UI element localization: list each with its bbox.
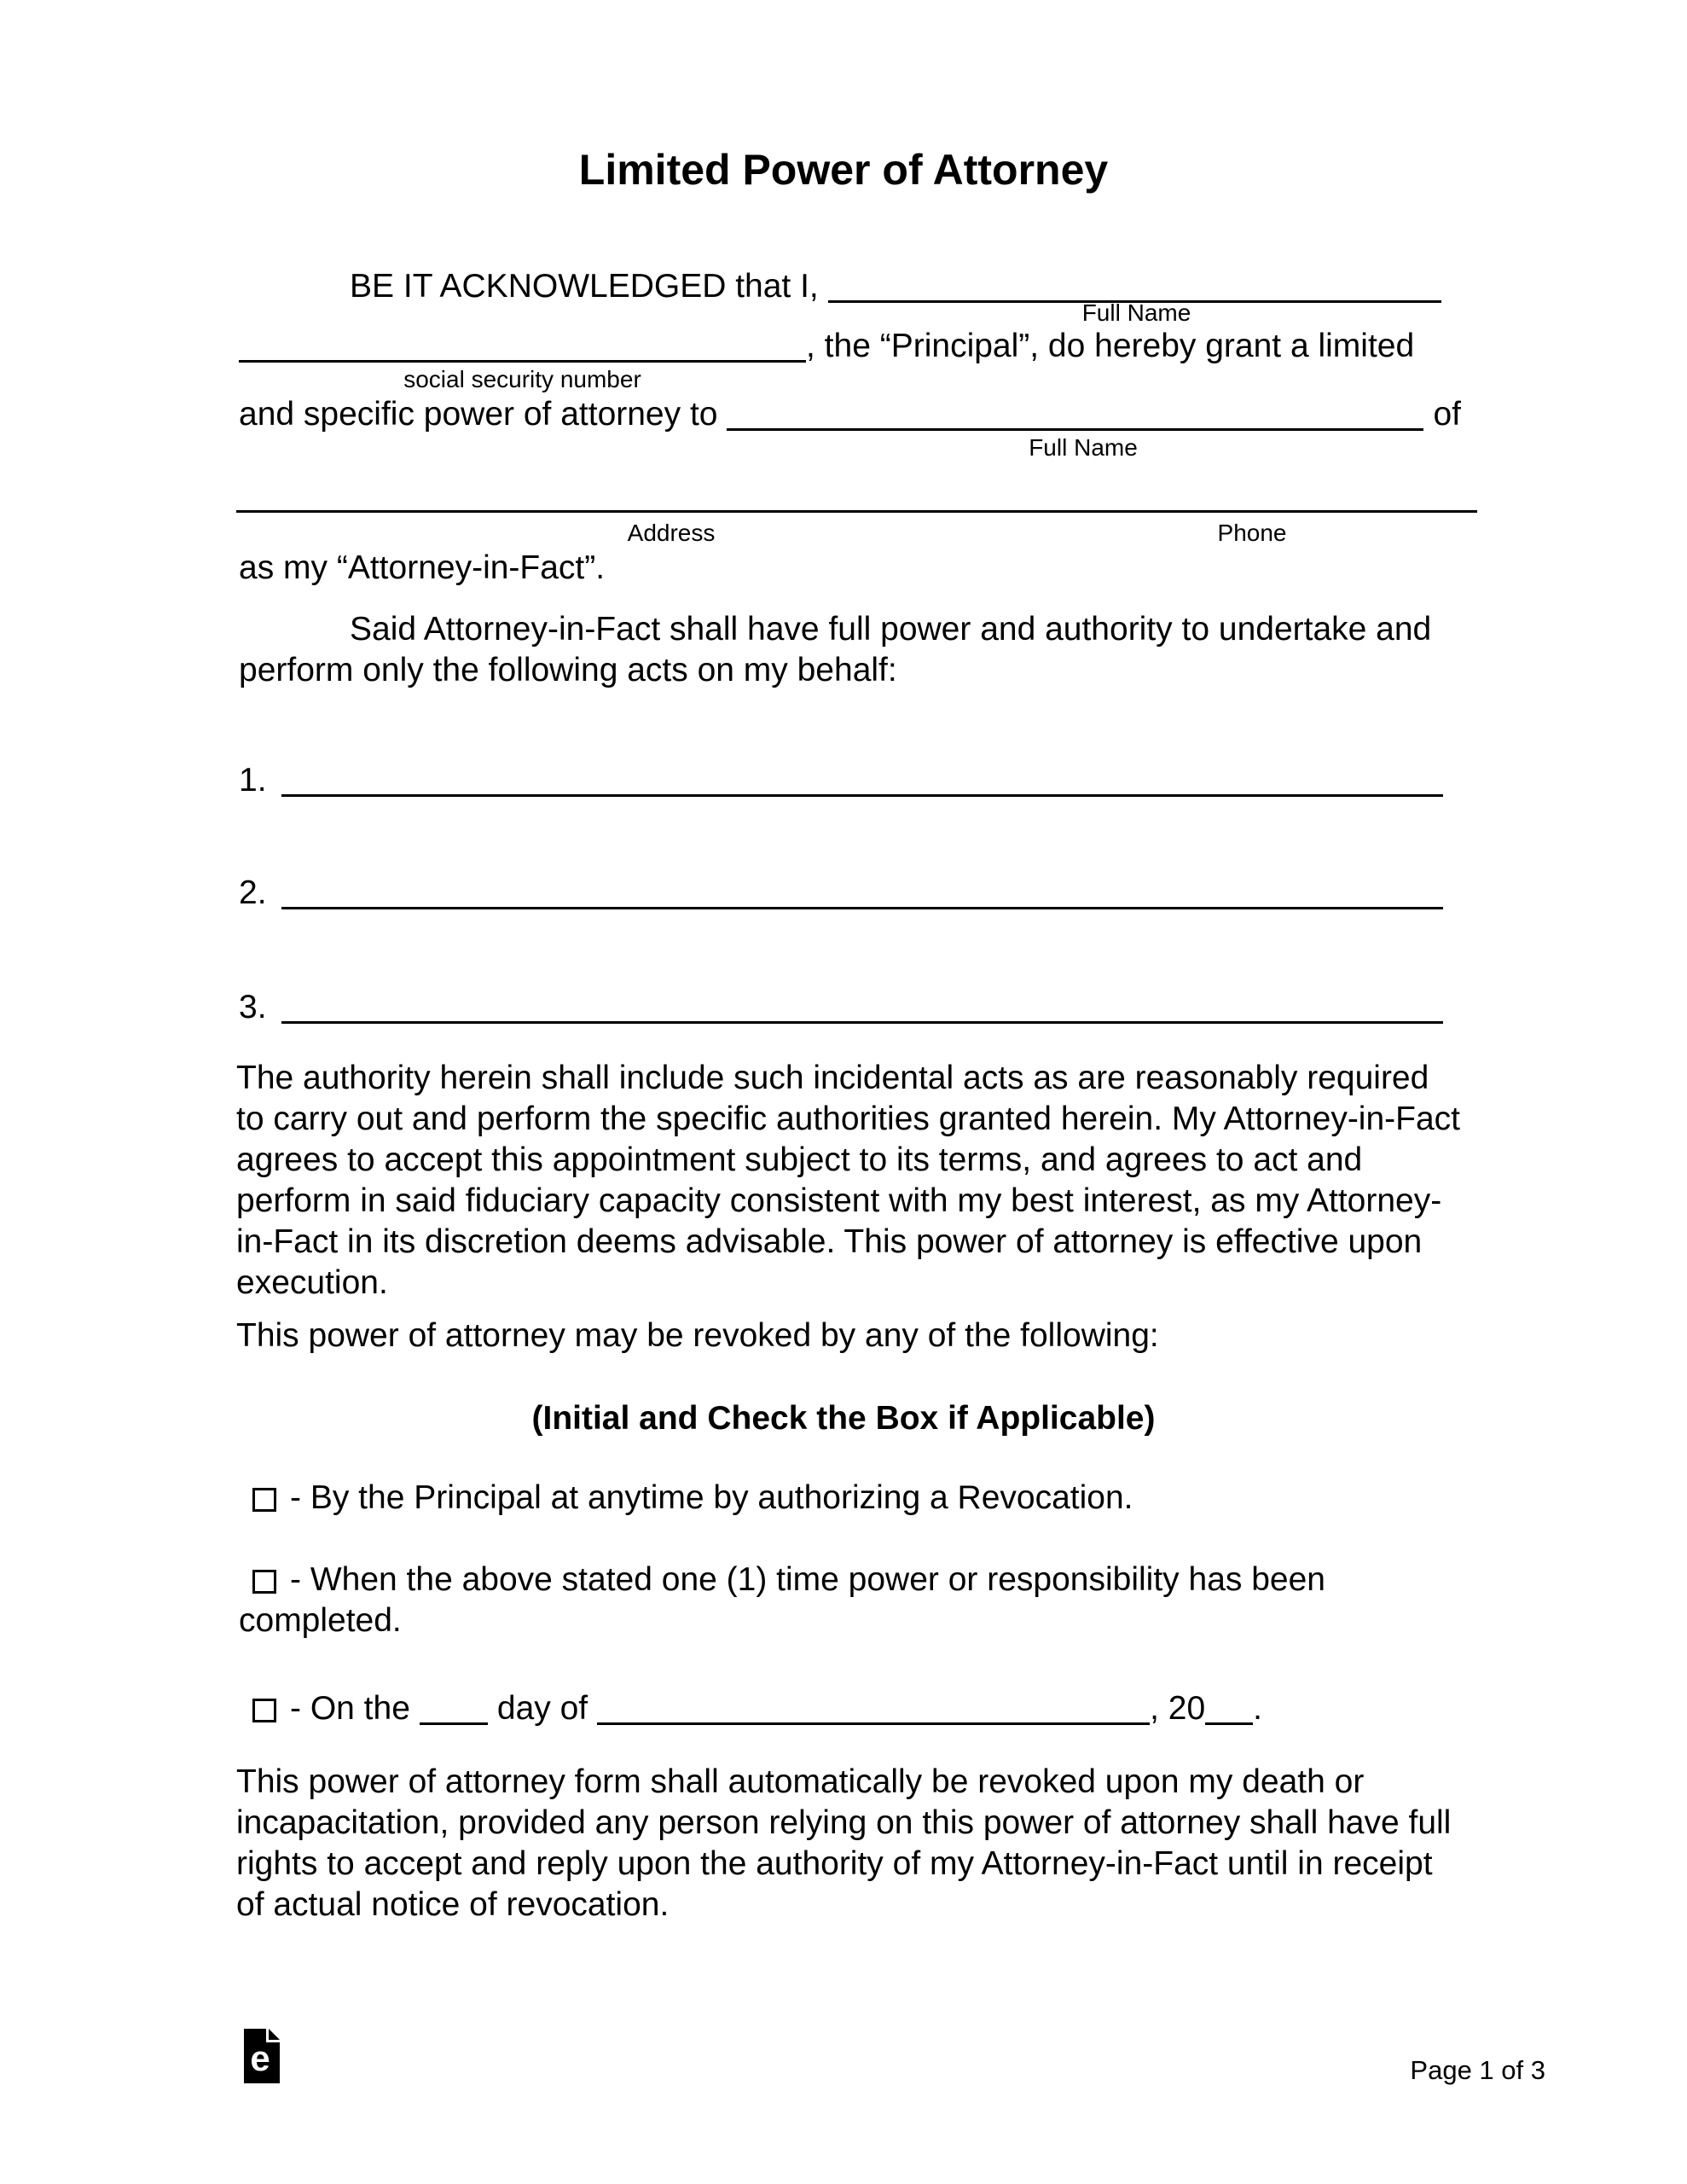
- power-item-2: [239, 873, 1443, 914]
- powers-intro-paragraph: [239, 609, 1488, 691]
- checkbox-icon[interactable]: [252, 1699, 276, 1722]
- full-name-label-agent: Full Name: [1029, 434, 1138, 461]
- principal-clause-text: , the “Principal”, do hereby grant a limited: [806, 328, 1415, 364]
- acknowledgment-opening-text: BE IT ACKNOWLEDGED that I,: [350, 268, 819, 305]
- revocation-option-completed: [239, 1560, 1491, 1600]
- incidental-line: perform in said fiduciary capacity consistent with my best interest, as my Attorney-: [236, 1182, 1442, 1219]
- option-date-text-2: day of: [496, 1690, 588, 1727]
- acknowledgment-line-2: [239, 326, 1461, 367]
- auto-revocation-line: of actual notice of revocation.: [236, 1886, 670, 1923]
- power-item-number: 2.: [239, 874, 267, 911]
- grant-clause-text: and specific power of attorney to: [239, 396, 718, 433]
- agent-name-blank[interactable]: [727, 428, 1423, 431]
- powers-intro-line: perform only the following acts on my behalf:: [239, 652, 897, 688]
- document-fold-icon: [244, 2029, 280, 2083]
- option-completed-wrap-text: completed.: [239, 1602, 402, 1639]
- revocation-option-date: [239, 1688, 1262, 1729]
- full-name-label-principal: Full Name: [1081, 299, 1191, 326]
- option-date-text-4: .: [1253, 1690, 1262, 1727]
- ssn-blank[interactable]: [239, 360, 806, 363]
- power-item-1: [239, 760, 1443, 801]
- option-completed-text: - When the above stated one (1) time power or responsibility has been: [290, 1561, 1325, 1598]
- instruction-heading: (Initial and Check the Box if Applicable): [531, 1400, 1156, 1437]
- power-3-blank[interactable]: [281, 1021, 1443, 1024]
- page-indicator: Page 1 of 3: [1410, 2055, 1545, 2085]
- phone-label: Phone: [1217, 520, 1287, 546]
- power-item-number: 3.: [239, 989, 267, 1025]
- power-1-blank[interactable]: [281, 794, 1443, 797]
- eforms-logo: [244, 2029, 280, 2083]
- auto-revocation-line: rights to accept and reply upon the authority of my Attorney-in-Fact until in receipt: [236, 1845, 1433, 1882]
- day-blank[interactable]: [420, 1722, 488, 1725]
- attorney-in-fact-clause: as my “Attorney-in-Fact”.: [239, 549, 606, 586]
- acknowledgment-line-3: [239, 394, 1461, 435]
- checkbox-icon[interactable]: [252, 1570, 276, 1594]
- incidental-line: execution.: [236, 1264, 388, 1301]
- auto-revocation-paragraph: [236, 1762, 1490, 1926]
- address-phone-blank[interactable]: [236, 485, 1477, 513]
- incidental-line: agrees to accept this appointment subject to its terms, and agrees to act and: [236, 1141, 1363, 1178]
- year-blank[interactable]: [1205, 1722, 1253, 1725]
- auto-revocation-line: This power of attorney form shall automatically be revoked upon my death or: [236, 1763, 1365, 1800]
- power-2-blank[interactable]: [281, 907, 1443, 909]
- incidental-line: to carry out and perform the specific authorities granted herein. My Attorney-in-Fact: [236, 1101, 1461, 1137]
- option-principal-text: - By the Principal at anytime by authorizing a Revocation.: [290, 1479, 1133, 1516]
- incidental-line: The authority herein shall include such incidental acts as are reasonably required: [236, 1060, 1429, 1096]
- ssn-label: social security number: [403, 366, 641, 392]
- incidental-paragraph: [236, 1058, 1490, 1304]
- of-word: of: [1433, 396, 1461, 433]
- auto-revocation-line: incapacitation, provided any person relying on this power of attorney shall have full: [236, 1804, 1452, 1841]
- page-title: Limited Power of Attorney: [578, 146, 1109, 194]
- powers-intro-line: Said Attorney-in-Fact shall have full power and authority to undertake and: [350, 611, 1432, 648]
- power-item-3: [239, 987, 1443, 1028]
- revocation-intro: This power of attorney may be revoked by any of the following:: [236, 1317, 1159, 1354]
- month-blank[interactable]: [597, 1722, 1150, 1725]
- checkbox-icon[interactable]: [252, 1488, 276, 1512]
- revocation-option-principal: [239, 1478, 1491, 1519]
- incidental-line: in-Fact in its discretion deems advisable. This power of attorney is effective upon: [236, 1223, 1423, 1260]
- option-date-text-1: - On the: [290, 1690, 410, 1727]
- power-item-number: 1.: [239, 762, 267, 799]
- address-label: Address: [627, 520, 716, 546]
- logo-letter: e: [250, 2038, 270, 2078]
- option-date-text-3: , 20: [1150, 1690, 1206, 1727]
